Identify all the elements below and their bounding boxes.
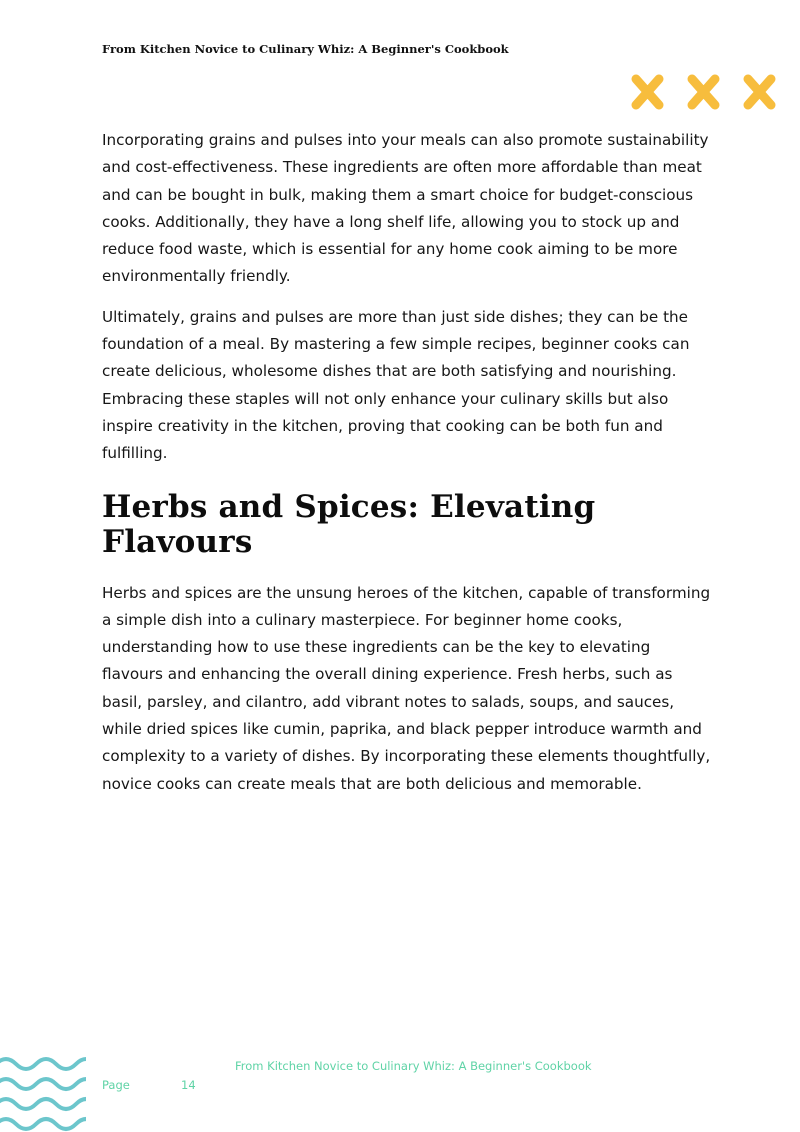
wave-decoration [0,1052,86,1132]
footer-title: From Kitchen Novice to Culinary Whiz: A Beginner's Cookbook [235,1059,592,1073]
wave-icon [0,1079,86,1089]
cross-decoration [628,72,784,112]
cross-icon [636,79,659,105]
wave-icon [0,1059,86,1069]
cross-icon [748,79,771,105]
body-paragraph: Ultimately, grains and pulses are more than just side dishes; they can be the foundation of a meal. By mastering a few simple recipes, beginner cooks can create delicious, wholesome dishes that are both satisfying and nourishing. Embracing these staples will not only enhance your culinary skills but also inspire creativity in the kitchen, proving that cooking can be both fun and fulfilling. [102,307,690,463]
body-paragraph: Incorporating grains and pulses into your meals can also promote sustainability and cost-effectiveness. These ingredients are often more affordable than meat and can be bought in bulk, making them a smart choice for budget-conscious cooks. Additionally, they have a long shelf life, allowing you to stock up and reduce food waste, which is essential for any home cook aiming to be more environmentally friendly. [102,131,709,286]
section-heading: Herbs and Spices: Elevating Flavours [102,488,596,560]
cross-icon [692,79,715,105]
page-label: Page [102,1078,130,1092]
running-header: From Kitchen Novice to Culinary Whiz: A Beginner's Cookbook [102,42,509,56]
wave-icon [0,1099,86,1109]
page-content [102,127,712,811]
body-paragraph: Herbs and spices are the unsung heroes of the kitchen, capable of transforming a simple dish into a culinary masterpiece. For beginner home cooks, understanding how to use these ingredients can be the key to elevating flavours and enhancing the overall dining experience. Fresh herbs, such as basil, parsley, and cilantro, add vibrant notes to salads, soups, and sauces, while dried spices like cumin, paprika, and black pepper introduce warmth and complexity to a variety of dishes. By incorporating these elements thoughtfully, novice cooks can create meals that are both delicious and memorable. [102,583,711,793]
page-number: 14 [181,1078,196,1092]
wave-icon [0,1119,86,1129]
